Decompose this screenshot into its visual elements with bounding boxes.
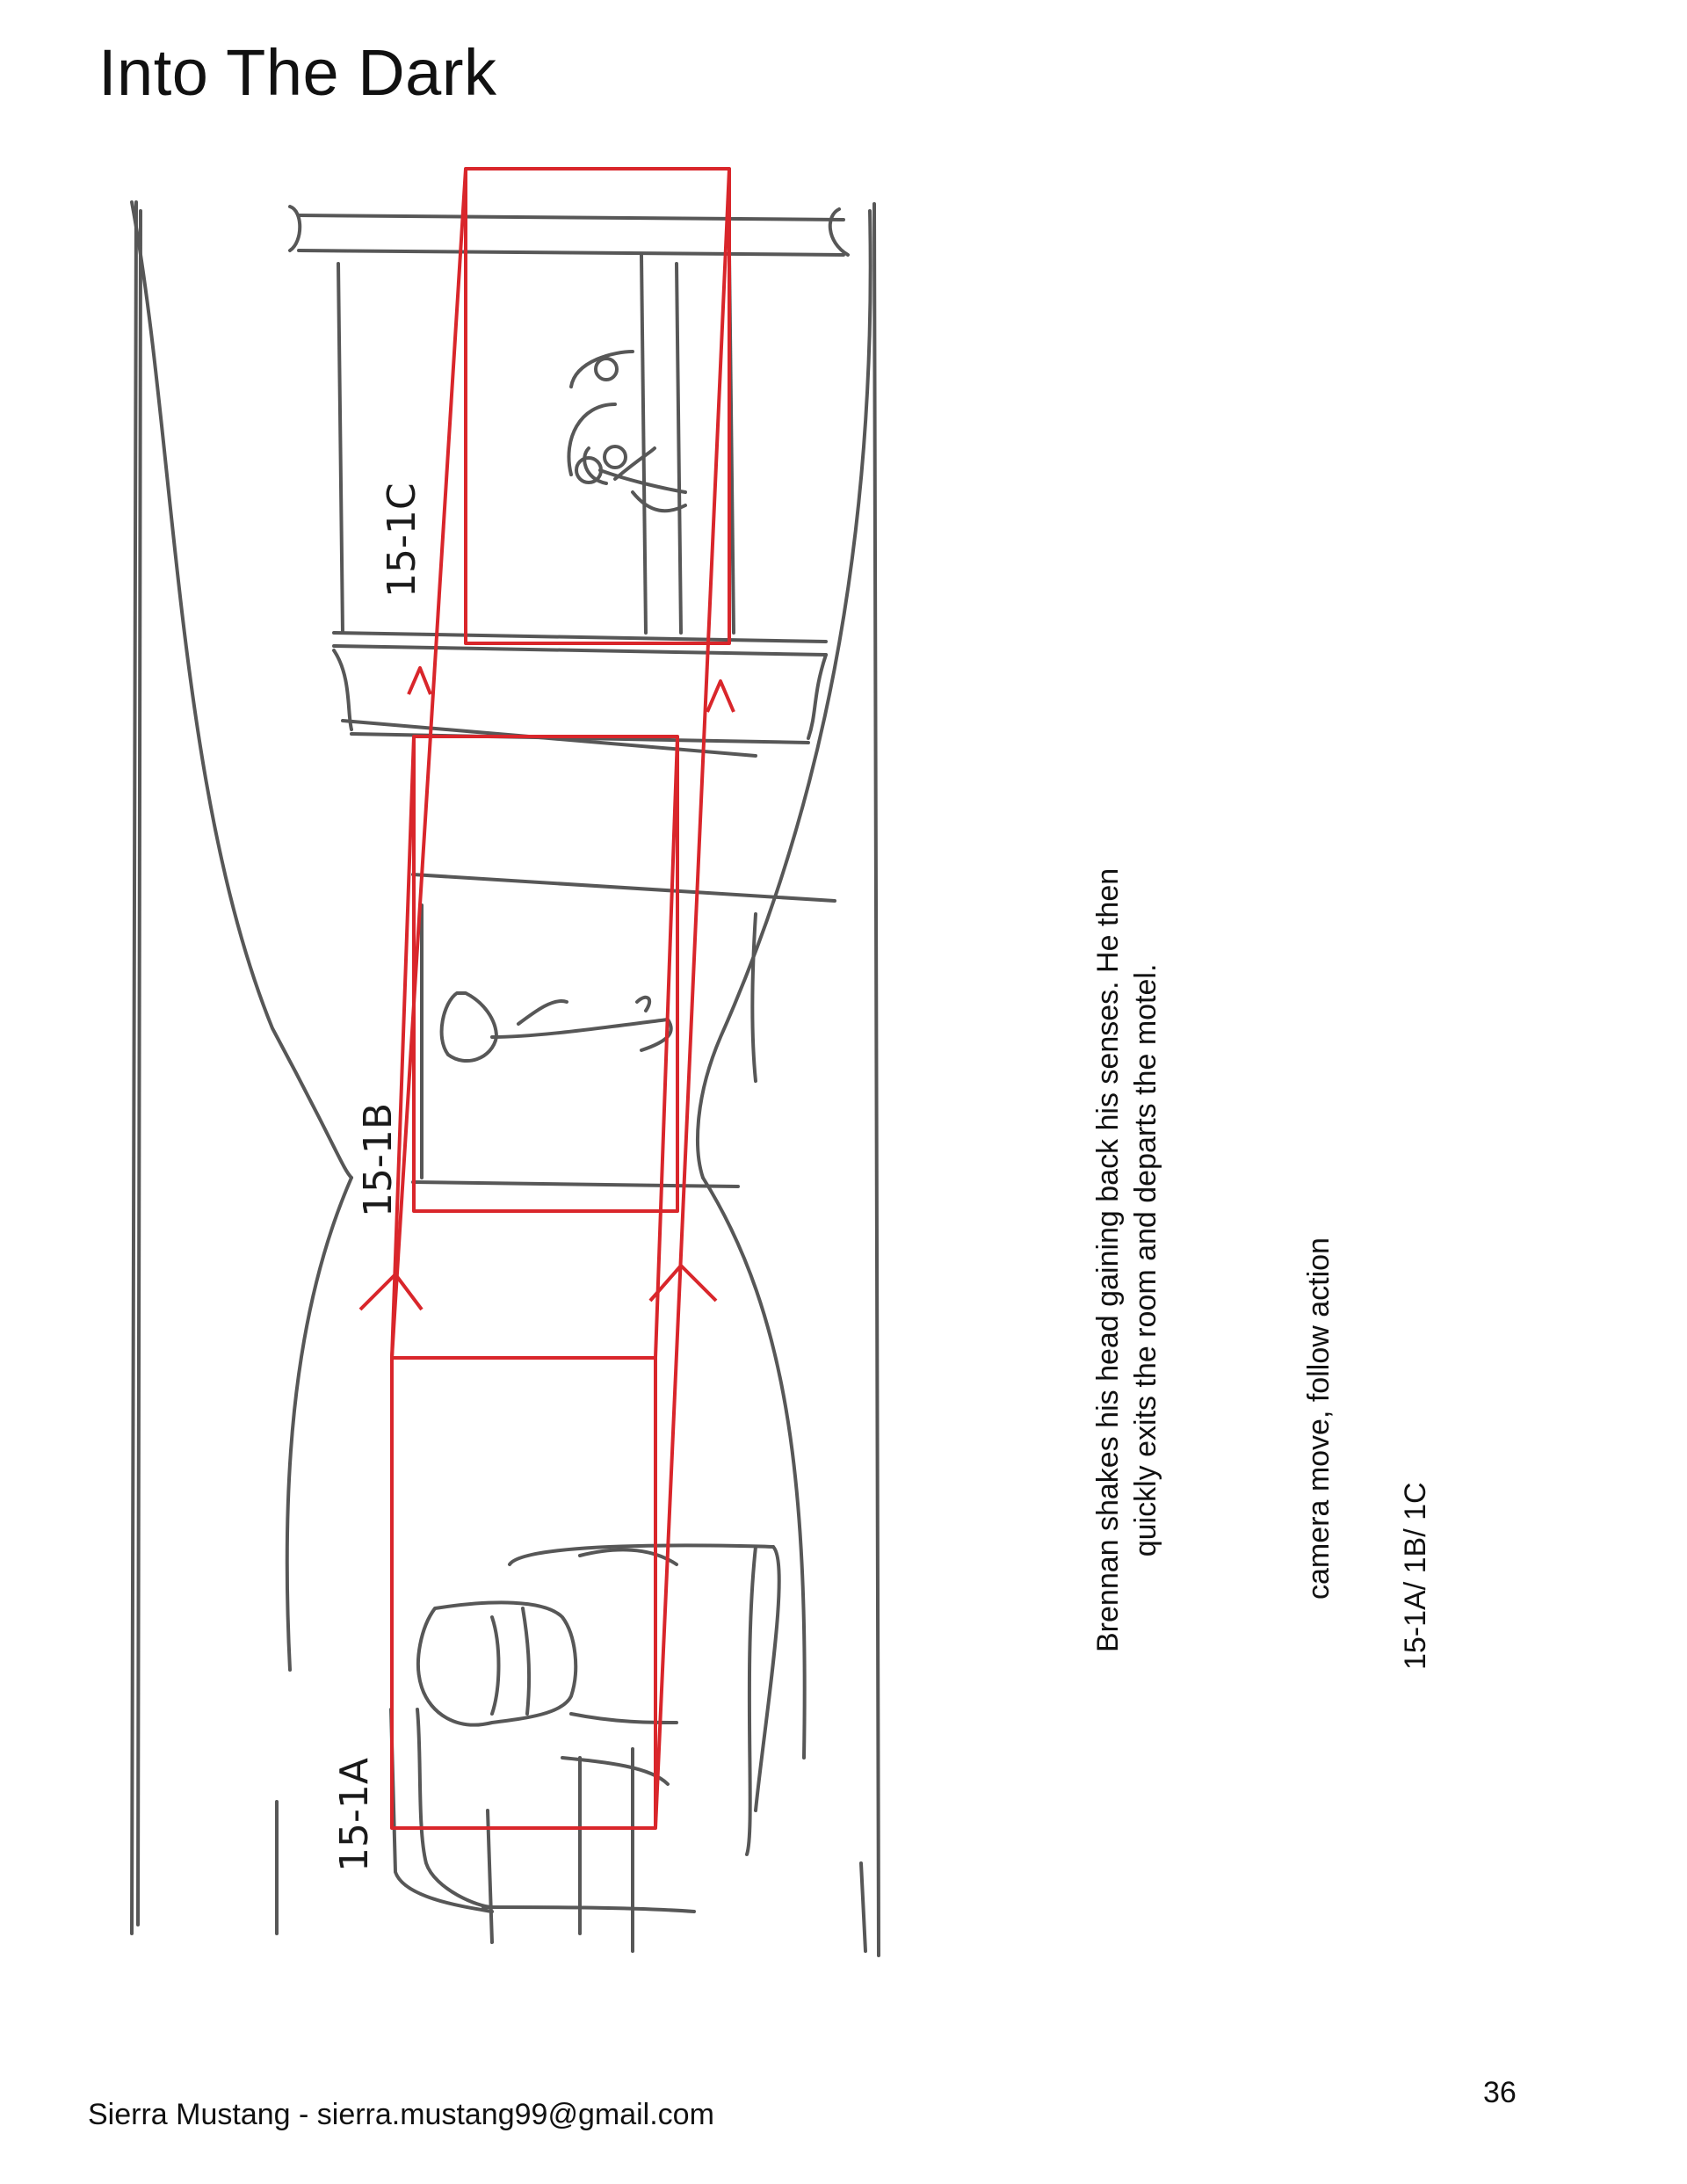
pencil-background bbox=[132, 202, 879, 1955]
camera-note: camera move, follow action bbox=[1302, 1237, 1336, 1600]
shot-label-15-1c: 15-1C bbox=[380, 483, 424, 598]
shot-label-15-1a: 15-1A bbox=[332, 1758, 377, 1872]
page-number: 36 bbox=[1483, 2076, 1517, 2109]
action-line-1: Brennan shakes his head gaining back his senses. He then bbox=[1091, 867, 1125, 1652]
frame-15-1a bbox=[392, 1358, 655, 1828]
action-line-2: quickly exits the room and departs the motel. bbox=[1128, 963, 1162, 1557]
shot-list: 15-1A/ 1B/ 1C bbox=[1399, 1482, 1432, 1670]
footer-author: Sierra Mustang - sierra.mustang99@gmail.com bbox=[88, 2098, 714, 2131]
frame-15-1b bbox=[414, 736, 677, 1211]
arrow-head bbox=[409, 668, 431, 694]
shot-label-15-1b: 15-1B bbox=[356, 1102, 401, 1217]
arrow-head bbox=[707, 681, 734, 712]
arrow-head bbox=[360, 1274, 422, 1310]
action-description bbox=[1090, 868, 1164, 1652]
page-title: Into The Dark bbox=[98, 36, 497, 109]
